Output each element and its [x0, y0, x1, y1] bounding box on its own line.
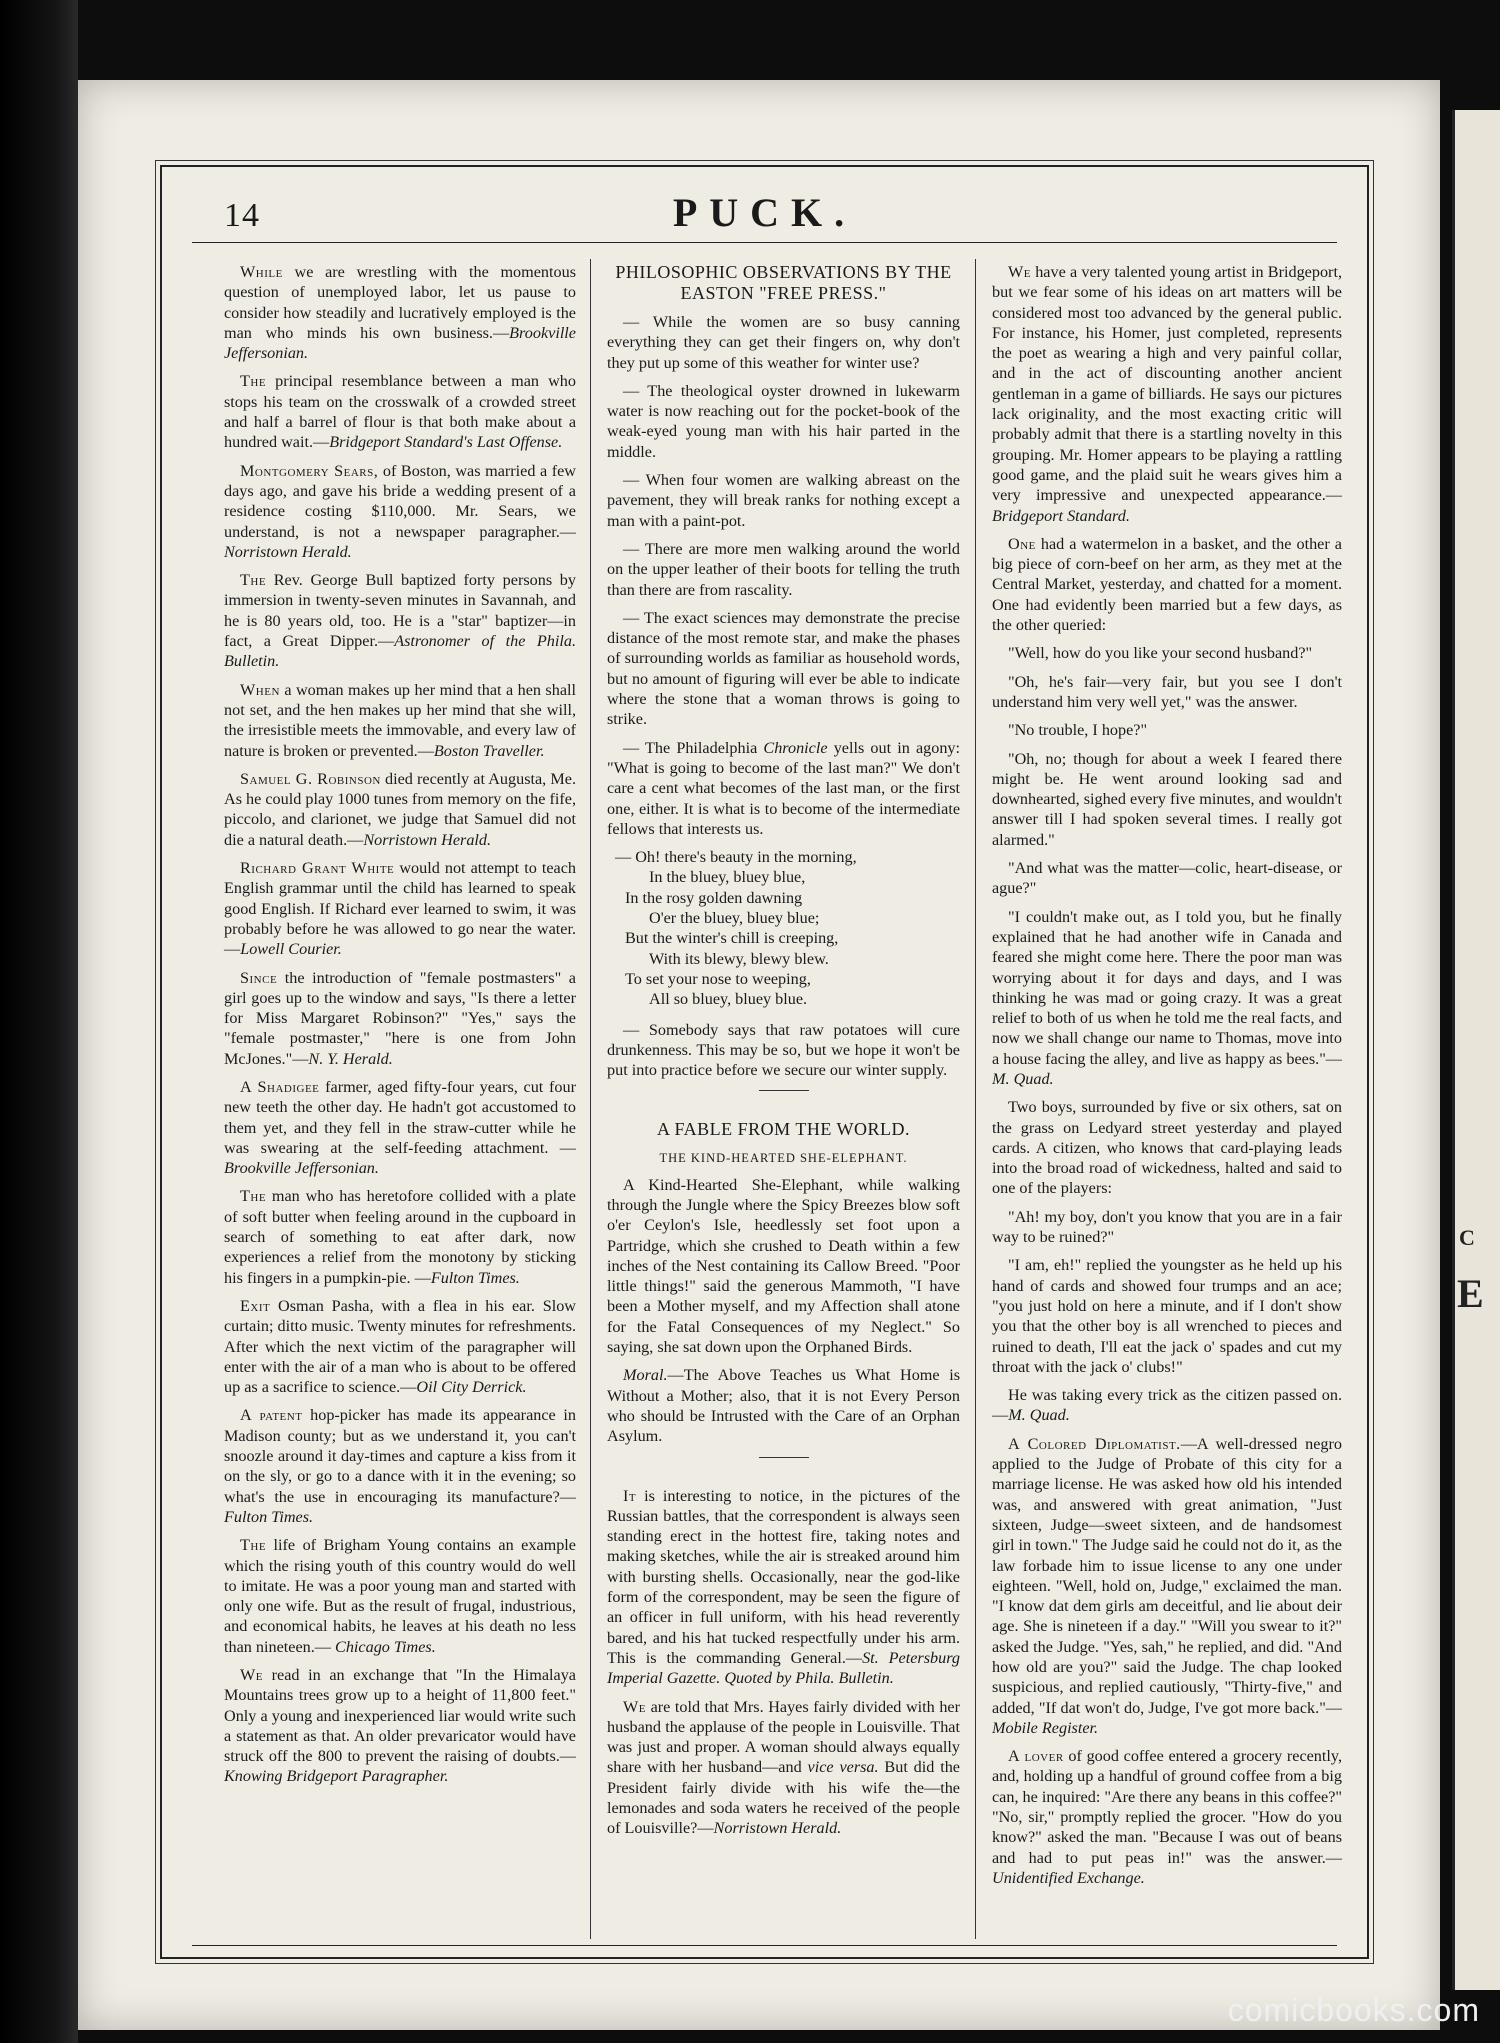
observation-item: — The Philadelphia Chronicle yells out in agony: "What is going to become of the last man?" We don't care a cent what becomes of the last man, or the first one, either. It is what is to become of the intermediate fellows that interests us.	[607, 738, 961, 838]
fable-heading: A FABLE FROM THE WORLD.	[656, 1119, 911, 1140]
edge-glyph: E	[1457, 1271, 1484, 1316]
poem-line: O'er the bluey, bluey blue;	[649, 909, 820, 928]
poem-line: All so bluey, bluey blue.	[649, 990, 808, 1009]
dialogue-line: "Oh, no; though for about a week I feared there might be. He went around looking sad and downhearted, sighed every five minutes, and wouldn't answer till I had spoken several times. I really got alarmed."	[992, 749, 1342, 849]
observation-item: — While the women are so busy canning everything they can get their fingers on, why don't they put up some of this weather for winter use?	[607, 313, 960, 372]
poem-line: With its blewy, blewy blew.	[649, 949, 829, 968]
paragraph-item: We are told that Mrs. Hayes fairly divided with her husband the applause of the people in Louisville. That was just and proper. A woman should always equally share with her husband—and vice versa. But did the President fairly divide with his wife the—the lemonades and soda waters he received of the people of Louisville?—Norristown Herald.	[607, 1697, 960, 1838]
paragraph-item: We read in an exchange that "In the Himalaya Mountains trees grow up to a height of 11,800 feet." Only a young and inexperienced liar would write such a statement as that. An older prevaricator would have struck off the 800 to prevent the raising of doubts.—Knowing Bridgeport Paragrapher.	[224, 1666, 576, 1786]
column-divider	[975, 259, 976, 1939]
column-right	[992, 262, 1342, 1896]
dialogue-line: "Oh, he's fair—very fair, but you see I don't understand him very well yet," was the answer.	[992, 672, 1342, 711]
observation-item: — When four women are walking abreast on the pavement, they will break ranks for nothing except a man with a paint-pot.	[607, 471, 960, 530]
paragraph-item: The man who has heretofore collided with a plate of soft butter when feeling around in the cupboard in search of something to eat after dark, now experiences a relief from the monotony by sticking his fingers in a pumpkin-pie. —Fulton Times.	[224, 1187, 576, 1287]
observation-item: — The exact sciences may demonstrate the precise distance of the most remote star, and make the phases of surrounding worlds as familiar as household words, but no amount of figuring will ever be able to indicate where the stone that a woman throws is going to strike.	[607, 608, 960, 729]
section-heading: PHILOSOPHIC OBSERVATIONS BY THE EASTON "FREE PRESS."	[615, 262, 952, 303]
section-divider	[759, 1457, 809, 1458]
dialogue-line: "I couldn't make out, as I told you, but he finally explained that he had another wife in Canada and feared she might come here. There the poor man was worrying about it for days and days, and I was thinking he was mad or going crazy. It was a great relief to both of us when he told me the real facts, and now we shall change our name to Thomas, move into a house facing the alley, and live as happy as bees."—M. Quad.	[992, 907, 1342, 1088]
paragraph-item: Exit Osman Pasha, with a flea in his ear. Slow curtain; ditto music. Twenty minutes for refreshments. After which the next victim of the paragrapher will enter with the air of a man who is about to be offered up as a sacrifice to science.—Oil City Derrick.	[224, 1296, 576, 1397]
newspaper-page	[78, 80, 1440, 2030]
paragraph-item: Two boys, surrounded by five or six others, sat on the grass on Ledyard street yesterday and played cards. A citizen, who knows that card-playing leads into the broad road of wickedness, halted and said to one of the players:	[992, 1098, 1342, 1198]
fable-subheading: THE KIND-HEARTED SHE-ELEPHANT.	[659, 1151, 908, 1166]
dialogue-line: He was taking every trick as the citizen passed on.—M. Quad.	[992, 1386, 1342, 1425]
footer-rule	[192, 1945, 1337, 1946]
paragraph-item: The life of Brigham Young contains an example which the rising youth of this country would do well to imitate. He was a poor young man and started with only one wife. But as the result of frugal, industrious, and economical habits, he leaves at his death no less than nineteen.— Chicago Times.	[224, 1536, 576, 1656]
dialogue-line: "I am, eh!" replied the youngster as he held up his hand of cards and showed four trumps and an ace; "you just hold on here a minute, and if I don't show you that the other boy is all wrenched to pieces and ruined to death, I'll eat the jack o' spades and cut my throat with the jack o' clubs!"	[992, 1256, 1342, 1376]
dialogue-line: "And what was the matter—colic, heart-disease, or ague?"	[992, 859, 1342, 898]
poem-line: To set your nose to weeping,	[625, 969, 811, 988]
scan-background-left	[0, 0, 78, 2043]
dialogue-line: "Ah! my boy, don't you know that you are in a fair way to be ruined?"	[992, 1207, 1342, 1247]
dialogue-line: "No trouble, I hope?"	[1008, 721, 1148, 740]
paragraph-item: Montgomery Sears, of Boston, was married a few days ago, and gave his bride a wedding present of a residence costing $110,000. Mr. Sears, we understand, is not a newspaper paragrapher.—Norristown Herald.	[224, 461, 576, 561]
paragraph-item: A Shadigee farmer, aged fifty-four years, cut four new teeth the other day. He hadn't got accustomed to them yet, and they fell in the straw-cutter while he was swearing at the self-feeding attachment. — Brookville Jeffersonian.	[224, 1077, 576, 1178]
page-header	[162, 167, 1367, 242]
paragraph-item: The Rev. George Bull baptized forty persons by immersion in twenty-seven minutes in Savannah, and he is 80 years old, too. He is a "star" baptizer—in fact, a Great Dipper.—Astronomer of the Phila. Bulletin.	[224, 571, 576, 671]
column-divider	[590, 259, 591, 1939]
dialogue-line: "Well, how do you like your second husband?"	[1008, 644, 1313, 663]
observation-item: — There are more men walking around the world on the upper leather of their boots for telling the truth than there are from rascality.	[607, 539, 960, 599]
adjacent-page-edge	[1452, 110, 1500, 1990]
poem-line: — Oh! there's beauty in the morning,	[615, 848, 857, 867]
page-title: PUCK.	[672, 190, 857, 235]
paragraph-item: When a woman makes up her mind that a hen shall not set, and the hen makes up her mind that she will, the irresistible meets the immovable, and every law of nature is broken or prevented.—Boston Traveller.	[224, 680, 576, 760]
page-number: 14	[224, 197, 260, 234]
paragraph-item: Since the introduction of "female postmasters" a girl goes up to the window and says, "Is there a letter for Miss Margaret Robinson?" "Yes," says the "female postmaster," "here is one from John McJones."—N. Y. Herald.	[224, 968, 576, 1068]
poem-line: But the winter's chill is creeping,	[625, 929, 839, 948]
fable-moral: Moral.—The Above Teaches us What Home is Without a Mother; also, that it is not Every Person who should be Intrusted with the Care of an Orphan Asylum.	[607, 1366, 960, 1446]
watermark: comicbooks.com	[1227, 1992, 1480, 2028]
observation-item: — Somebody says that raw potatoes will cure drunkenness. This may be so, but we hope it won't be put into practice before we secure our winter supply.	[607, 1020, 960, 1080]
header-rule	[192, 242, 1337, 243]
paragraph-item: A Colored Diplomatist.—A well-dressed negro applied to the Judge of Probate of this city for a marriage license. He was asked how old his intended was, and answered with great animation, "Just sixteen, Judge—sweet sixteen, and de handsomest girl in town." The Judge said he could not do it, as the law forbade him to issue license to any one under eighteen. "Well, hold on, Judge," exclaimed the man. "I know dat dem girls am deceitful, and lie about deir age. She is nineteen if a day." "Will you swear to it?" asked the Judge. "Yes, sah," he replied, and did. "And how old are you?" said the Judge. The chap looked suspicious, and replied cautiously, "Thirty-five," and added, "If dat won't do, Judge, I've got more back."—Mobile Register.	[992, 1434, 1342, 1737]
fable-text: A Kind-Hearted She-Elephant, while walking through the Jungle where the Spicy Breezes blow soft o'er Ceylon's Isle, heedlessly set foot upon a Partridge, which she crushed to Death within a few inches of the Nest containing its Callow Breed. "Poor little things!" said the generous Mammoth, "I have been a Mother myself, and my Affection shall atone for the Fatal Consequences of my Neglect." So saying, she sat down upon the Orphaned Birds.	[607, 1175, 960, 1357]
column-middle	[607, 262, 960, 1847]
column-left	[224, 262, 576, 1795]
paragraph-item: We have a very talented young artist in Bridgeport, but we fear some of his ideas on art matters will be considered most too advanced by the general public. For instance, his Homer, just completed, represents the poet as wearing a high and very painful collar, and in the act of discounting another ancient gentleman in a game of billiards. He says our pictures lack originality, and the most exacting critic will probably admit that there is a startling novelty in this grouping. Mr. Homer appears to be playing a rattling good game, and the plaid suit he wears gives him a very impressive and unexpected appearance.—Bridgeport Standard.	[992, 263, 1342, 525]
poem-line: In the bluey, bluey blue,	[649, 868, 806, 887]
paragraph-item: It is interesting to notice, in the pictures of the Russian battles, that the correspondent is always seen standing erect in the hottest fire, taking notes and making sketches, while the air is streaked around him with bursting shells. Occasionally, near the god-like form of the correspondent, may be seen the figure of an officer in full uniform, with his head reverently bared, and his hat tucked respectfully under his arm. This is the commanding General.—St. Petersburg Imperial Gazette. Quoted by Phila. Bulletin.	[607, 1486, 960, 1688]
paragraph-item: Samuel G. Robinson died recently at Augusta, Me. As he could play 1000 tunes from memory on the fife, piccolo, and clarionet, we judge that Samuel did not die a natural death.—Norristown Herald.	[224, 769, 576, 849]
edge-glyph: C	[1459, 1225, 1475, 1250]
paragraph-item: A lover of good coffee entered a grocery recently, and, holding up a handful of ground coffee from a big can, he inquired: "Are there any beans in this coffee?" "No, sir," promptly replied the grocer. "How do you know?" asked the man. "Because I was out of beans and had to put peas in!" was the answer.—Unidentified Exchange.	[992, 1747, 1343, 1887]
paragraph-item: A patent hop-picker has made its appearance in Madison county; but as we understand it, you can't snoozle around it day-times and capture a kiss from it on the sly, or go to a dance with it in the evening; so what's the use in encouraging its manufacture?—Fulton Times.	[224, 1406, 577, 1526]
poem	[615, 847, 960, 1009]
poem-line: In the rosy golden dawning	[625, 888, 803, 907]
paragraph-item: One had a watermelon in a basket, and the other a big piece of corn-beef on her arm, as they met at the Central Market, yesterday, and chatted for a moment. One had evidently been married but a few days, as the other queried:	[992, 534, 1342, 635]
observation-item: — The theological oyster drowned in lukewarm water is now reaching out for the pocket-book of the weak-eyed young man with his hair parted in the middle.	[607, 381, 960, 461]
paragraph-item: The principal resemblance between a man who stops his team on the crosswalk of a crowded street and half a barrel of flour is that both make about a hundred wait.—Bridgeport Standard's Last Offense.	[224, 372, 576, 452]
page-frame	[160, 165, 1369, 1959]
paragraph-item: While we are wrestling with the momentous question of unemployed labor, let us pause to consider how steadily and lucratively employed is the man who minds his own business.—Brookville Jeffersonian.	[224, 263, 576, 363]
section-divider	[759, 1090, 809, 1091]
paragraph-item: Richard Grant White would not attempt to teach English grammar until the child has learned to speak good English. If Richard ever learned to swim, it was probably before he was allowed to go near the water.—Lowell Courier.	[224, 859, 577, 959]
